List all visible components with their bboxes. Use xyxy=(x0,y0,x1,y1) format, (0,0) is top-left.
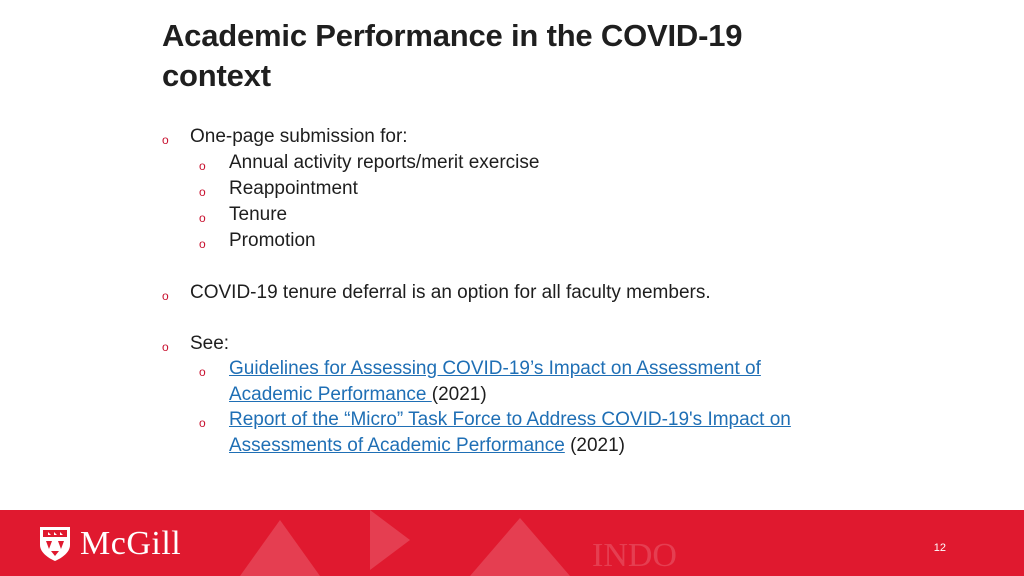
report-year: (2021) xyxy=(564,435,626,456)
list-item-promotion: Promotion xyxy=(229,230,316,251)
logo-wordmark: McGill xyxy=(80,525,182,562)
mcgill-logo[interactable] xyxy=(38,524,181,564)
page-number: 12 xyxy=(933,542,946,554)
list-item-reappointment: Reappointment xyxy=(229,178,358,199)
report-link[interactable]: Report of the “Micro” Task Force to Address COVID-19's Impact on xyxy=(229,409,791,430)
bullet-marker: o xyxy=(199,211,206,225)
bullet-marker: o xyxy=(199,365,206,379)
list-item-tenure: Tenure xyxy=(229,204,288,225)
bullet-marker: o xyxy=(199,159,206,173)
bullet-marker: o xyxy=(199,416,206,430)
submission-heading: One-page submission for: xyxy=(190,126,408,147)
report-link-line2 xyxy=(229,433,625,459)
slide-title: Academic Performance in the COVID-19 context xyxy=(162,18,743,93)
bullet-marker: o xyxy=(199,185,206,199)
mcgill-crest-icon xyxy=(38,525,72,563)
guidelines-link-continued[interactable]: Academic Performance xyxy=(229,384,432,405)
report-link-continued[interactable]: Assessments of Academic Performance xyxy=(229,435,565,456)
report-link-line1 xyxy=(229,407,791,433)
guidelines-link-line1 xyxy=(229,356,761,382)
watermark-text: INDO xyxy=(592,537,677,574)
list-item-annual-reports: Annual activity reports/merit exercise xyxy=(229,152,540,173)
watermark-pattern xyxy=(220,510,780,576)
see-heading: See: xyxy=(190,333,230,354)
guidelines-link[interactable]: Guidelines for Assessing COVID-19’s Impact on Assessment of xyxy=(229,358,761,379)
guidelines-year: (2021) xyxy=(431,384,487,405)
footer-banner xyxy=(0,510,1024,576)
bullet-marker: o xyxy=(199,237,206,251)
bullet-marker: o xyxy=(162,340,169,354)
bullet-marker: o xyxy=(162,289,169,303)
guidelines-link-line2 xyxy=(229,382,487,408)
deferral-text: COVID-19 tenure deferral is an option for all faculty members. xyxy=(190,282,711,303)
bullet-marker: o xyxy=(162,133,169,147)
